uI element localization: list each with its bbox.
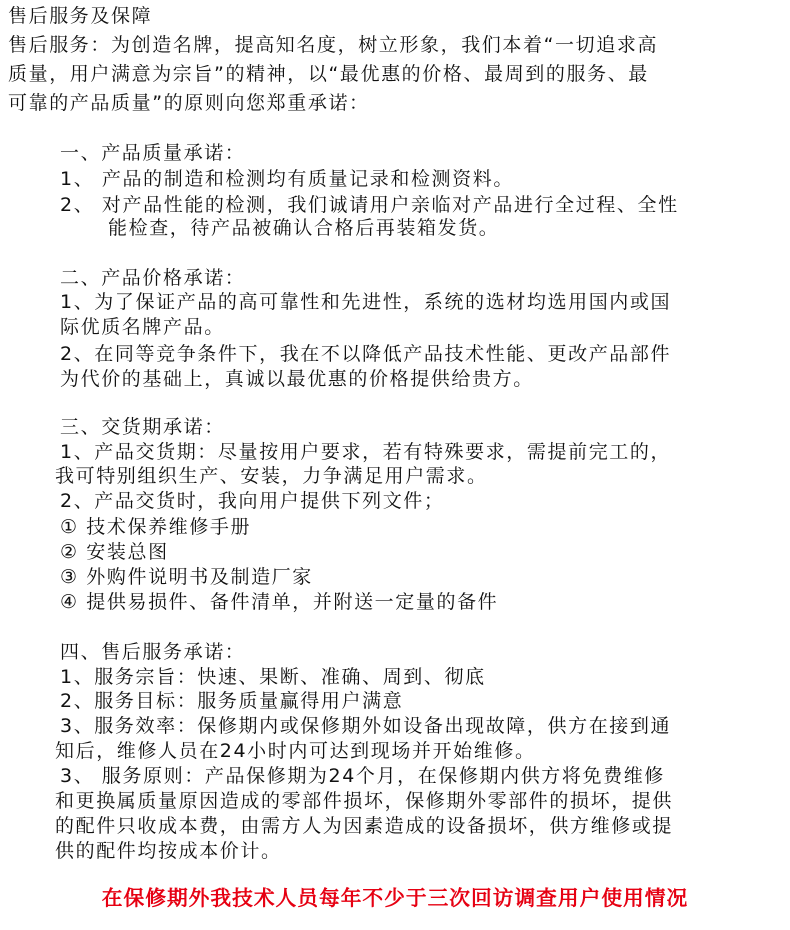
section-line: 3、 服务原则：产品保修期为24个月，在保修期内供方将免费维修 (60, 765, 665, 787)
section-line: 的配件只收成本费，由需方人为因素造成的设备损坏，供方维修或提 (55, 815, 674, 837)
section-line: 2、服务目标：服务质量赢得用户满意 (60, 690, 404, 712)
section-line: 2、产品交货时，我向用户提供下列文件； (60, 490, 445, 512)
section-line: 1、 产品的制造和检测均有质量记录和检测资料。 (60, 168, 514, 190)
page-title: 售后服务及保障 (8, 5, 153, 27)
section-line: 能检查，待产品被确认合格后再装箱发货。 (108, 217, 500, 239)
section-heading: 二、产品价格承诺： (60, 267, 246, 289)
section-heading: 四、售后服务承诺： (60, 641, 246, 663)
section-heading: 三、交货期承诺： (60, 416, 225, 438)
section-heading: 一、产品质量承诺： (60, 142, 246, 164)
section-line: 2、在同等竞争条件下，我在不以降低产品技术性能、更改产品部件 (60, 343, 672, 365)
section-line: 1、服务宗旨：快速、果断、准确、周到、彻底 (60, 666, 486, 688)
section-line: 供的配件均按成本价计。 (55, 840, 282, 862)
section-line: 1、产品交货期：尽量按用户要求，若有特殊要求，需提前完工的， (60, 441, 672, 463)
section-line: 和更换属质量原因造成的零部件损坏，保修期外零部件的损坏，提供 (55, 790, 674, 812)
intro-line: 可靠的产品质量”的原则向您郑重承诺： (8, 92, 370, 114)
section-line: 我可特别组织生产、安装，力争满足用户需求。 (55, 465, 488, 487)
list-item: ① 技术保养维修手册 (60, 516, 252, 538)
footer-highlight: 在保修期外我技术人员每年不少于三次回访调查用户使用情况 (101, 886, 689, 910)
section-line: 为代价的基础上，真诚以最优惠的价格提供给贵方。 (60, 368, 534, 390)
section-line: 3、服务效率：保修期内或保修期外如设备出现故障，供方在接到通 (60, 715, 672, 737)
section-line: 知后，维修人员在24小时内可达到现场并开始维修。 (55, 740, 536, 762)
list-item: ③ 外购件说明书及制造厂家 (60, 566, 313, 588)
section-line: 际优质名牌产品。 (60, 316, 225, 338)
section-line: 1、为了保证产品的高可靠性和先进性，系统的选材均选用国内或国 (60, 291, 672, 313)
intro-line: 质量，用户满意为宗旨”的精神，以“最优惠的价格、最周到的服务、最 (8, 63, 649, 85)
list-item: ④ 提供易损件、备件清单，并附送一定量的备件 (60, 591, 499, 613)
section-line: 2、 对产品性能的检测，我们诚请用户亲临对产品进行全过程、全性 (60, 194, 679, 216)
list-item: ② 安装总图 (60, 541, 169, 563)
intro-line: 售后服务：为创造名牌，提高知名度，树立形象，我们本着“一切追求高 (8, 34, 659, 56)
